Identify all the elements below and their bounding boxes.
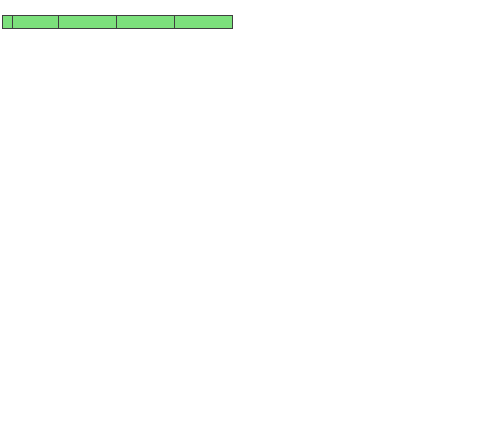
header-dam-sire — [117, 16, 175, 29]
entries-header-row — [3, 16, 233, 29]
header-dam-dam-sire — [175, 16, 233, 29]
page-title — [2, 1, 232, 14]
entries-table — [2, 15, 233, 29]
header-gate — [3, 16, 13, 29]
header-sire — [59, 16, 117, 29]
header-horse — [13, 16, 59, 29]
